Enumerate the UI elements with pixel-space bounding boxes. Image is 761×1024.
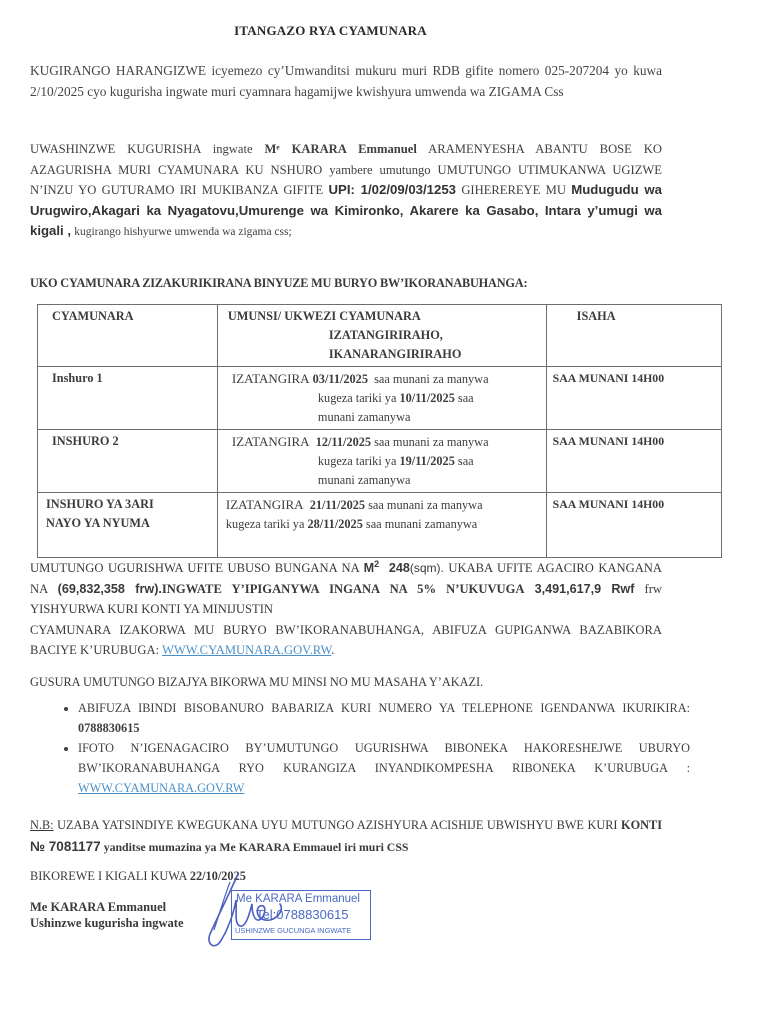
header-dates-line1: UMUNSI/ UKWEZI CYAMUNARA (227, 309, 421, 323)
table-row (38, 367, 722, 430)
phone-number: 0788830615 (78, 721, 140, 735)
issued-text: BIKOREWE I KIGALI KUWA (30, 869, 187, 883)
announcement-paragraph (30, 139, 662, 243)
end-date: 10/11/2025 (399, 391, 455, 405)
handwritten-signature-icon (200, 872, 290, 952)
stamp-role: USHINZWE GUCUNGA INGWATE (235, 926, 352, 935)
start-label: IZATANGIRA (225, 497, 304, 512)
bullet-text: ABIFUZA IBINDI BISOBANURO BABARIZA KURI NUMERO YA TELEPHONE IGENDANWA IKURIKIRA: (78, 701, 690, 715)
table-row (38, 430, 722, 493)
deposit-text: INGWATE Y’IPIGANYWA INGANA NA 5% N’UKUVUGA (161, 581, 525, 596)
round-name-line1: INSHURO YA 3ARI (46, 497, 154, 511)
property-value: (69,832,358 frw). (57, 581, 162, 596)
end-label: kugeza tariki ya (317, 391, 397, 405)
cyamunara-link[interactable]: WWW.CYAMUNARA.GOV.RW (78, 781, 245, 795)
area-value: 248 (388, 561, 410, 576)
note-text2: yanditse mumazina ya Me KARARA Emmauel iri muri CSS (103, 840, 409, 854)
start-tail: saa munani za manywa (374, 435, 489, 449)
agent-name: Mᵉ KARARA Emmanuel (264, 142, 417, 156)
note-text1: UZABA YATSINDIYE KWEGUKANA UYU MUTUNGO AZISHYURA ACISHIJE UBWISHYU BWE KURI (57, 818, 618, 832)
stamp-name: Me KARARA Emmanuel (236, 893, 360, 905)
signatory-name: Me KARARA Emmanuel (30, 900, 167, 914)
table-header-row (38, 305, 722, 367)
signatory-block (30, 899, 184, 931)
header-dates (217, 305, 546, 367)
start-label: IZATANGIRA (231, 371, 310, 386)
deposit-currency: Rwf (611, 581, 635, 596)
start-tail: saa munani za manywa (374, 372, 489, 386)
visiting-paragraph: GUSURA UMUTUNGO BIZAJYA BIKORWA MU MINSI NO MU MASAHA Y’AKAZI. (30, 675, 484, 689)
end-tail: saa (457, 391, 474, 405)
start-date: 21/11/2025 (309, 498, 366, 512)
online-auction-paragraph (30, 620, 662, 660)
round-time: SAA MUNANI 14H00 (546, 430, 721, 493)
online-link-tail: . (331, 643, 335, 657)
cyamunara-link[interactable]: WWW.CYAMUNARA.GOV.RW (162, 643, 332, 657)
end-label: kugeza tariki ya (317, 454, 397, 468)
round-time: SAA MUNANI 14H00 (546, 493, 721, 558)
note-label: N.B: (30, 818, 54, 832)
start-date: 12/11/2025 (315, 435, 372, 449)
intro-paragraph: KUGIRANGO HARANGIZWE icyemezo cy’Umwanditsi mukuru muri RDB gifite nomero 025-207204 yo kuwa 2/10/2025 cyo kugurisha ingwate muri cyamnara hagamijwe kwishyura umwenda wa ZIGAMA Css (30, 63, 662, 99)
start-date: 03/11/2025 (312, 372, 368, 386)
round-dates (217, 493, 546, 558)
area-suffix: (sqm). (409, 561, 444, 576)
table-row (38, 493, 722, 558)
round-name-line2: NAYO YA NYUMA (46, 516, 150, 530)
bullet-text: IFOTO N’IGENAGACIRO BY’UMUTUNGO UGURISHWA BIBONEKA HAKORESHEJWE UBURYO BW’IKORANABUHANGA RYO KURANGIZA INYANDIKOMPESHA RIBONEKA K’URUBUGA : (78, 741, 690, 775)
announcement-text2: GIHEREREYE MU (461, 183, 566, 197)
round-name: INSHURO 2 (38, 430, 218, 493)
stamp-phone: Tel:0788830615 (256, 907, 349, 922)
property-location: Mudugudu wa Urugwiro,Akagari ka Nyagatovu,Umurenge wa Kimironko, Akarere ka Gasabo, Intara y’umugi wa kigali , (30, 182, 663, 238)
area-sup: 2 (374, 559, 380, 569)
property-text1: UMUTUNGO UGURISHWA UFITE UBUSO BUNGANA NA (30, 561, 360, 576)
property-text3: frw YISHYURWA KURI KONTI YA MINIJUSTIN (30, 581, 663, 617)
end-date: 19/11/2025 (399, 454, 455, 468)
signatory-role: Ushinzwe kugurisha ingwate (30, 916, 184, 930)
issued-date: 22/10/2025 (189, 869, 246, 883)
announcement-text3: kugirango hishyurwe umwenda wa zigama css; (74, 226, 292, 238)
end-tail2: munani zamanywa (317, 410, 411, 424)
document-title: ITANGAZO RYA CYAMUNARA (234, 23, 427, 38)
header-isaha: ISAHA (546, 305, 721, 367)
end-tail: saa munani zamanywa (365, 517, 478, 531)
end-tail2: munani zamanywa (317, 473, 411, 487)
round-dates (217, 367, 546, 430)
upi-number: UPI: 1/02/09/03/1253 (328, 182, 457, 197)
list-item (78, 738, 690, 798)
end-tail: saa (457, 454, 474, 468)
area-unit: M (363, 561, 375, 576)
note-paragraph (30, 815, 662, 858)
property-area (364, 561, 410, 575)
property-paragraph (30, 554, 662, 620)
announcement-lead: UWASHINZWE KUGURISHA ingwate (30, 142, 253, 156)
round-time: SAA MUNANI 14H00 (546, 367, 721, 430)
issued-line (30, 866, 662, 887)
deposit-amount: 3,491,617,9 (534, 581, 602, 596)
start-tail: saa munani za manywa (368, 498, 483, 512)
header-cyamunara: CYAMUNARA (38, 305, 218, 367)
announcement-text1: ARAMENYESHA ABANTU BOSE KO AZAGURISHA MURI CYAMUNARA KU NSHURO yambere umutungo UMUTUNGO UTIMUKANWA UGIZWE N’INZU YO GUTURAMO IRI MUKIBANZA GIFITE (30, 142, 662, 197)
auction-schedule-table (37, 304, 722, 558)
account-number: № 7081177 (30, 839, 101, 854)
konti-label: KONTI (621, 818, 662, 832)
list-item (78, 698, 690, 738)
info-bullet-list (50, 698, 690, 798)
round-name (38, 493, 218, 558)
end-date: 28/11/2025 (307, 517, 363, 531)
header-dates-line2: IZATANGIRIRAHO, (328, 328, 443, 342)
online-text: CYAMUNARA IZAKORWA MU BURYO BW’IKORANABUHANGA, ABIFUZA GUPIGANWA BAZABIKORA BACIYE K’URUBUGA: (30, 623, 662, 657)
start-label: IZATANGIRA (231, 434, 310, 449)
round-dates (217, 430, 546, 493)
round-name: Inshuro 1 (38, 367, 218, 430)
property-text2: UKABA UFITE AGACIRO KANGANA NA (30, 561, 662, 596)
header-dates-line3: IKANARANGIRIRAHO (328, 347, 462, 361)
schedule-heading: UKO CYAMUNARA ZIZAKURIKIRANA BINYUZE MU BURYO BW’IKORANABUHANGA: (30, 276, 528, 290)
end-label: kugeza tariki ya (225, 517, 305, 531)
